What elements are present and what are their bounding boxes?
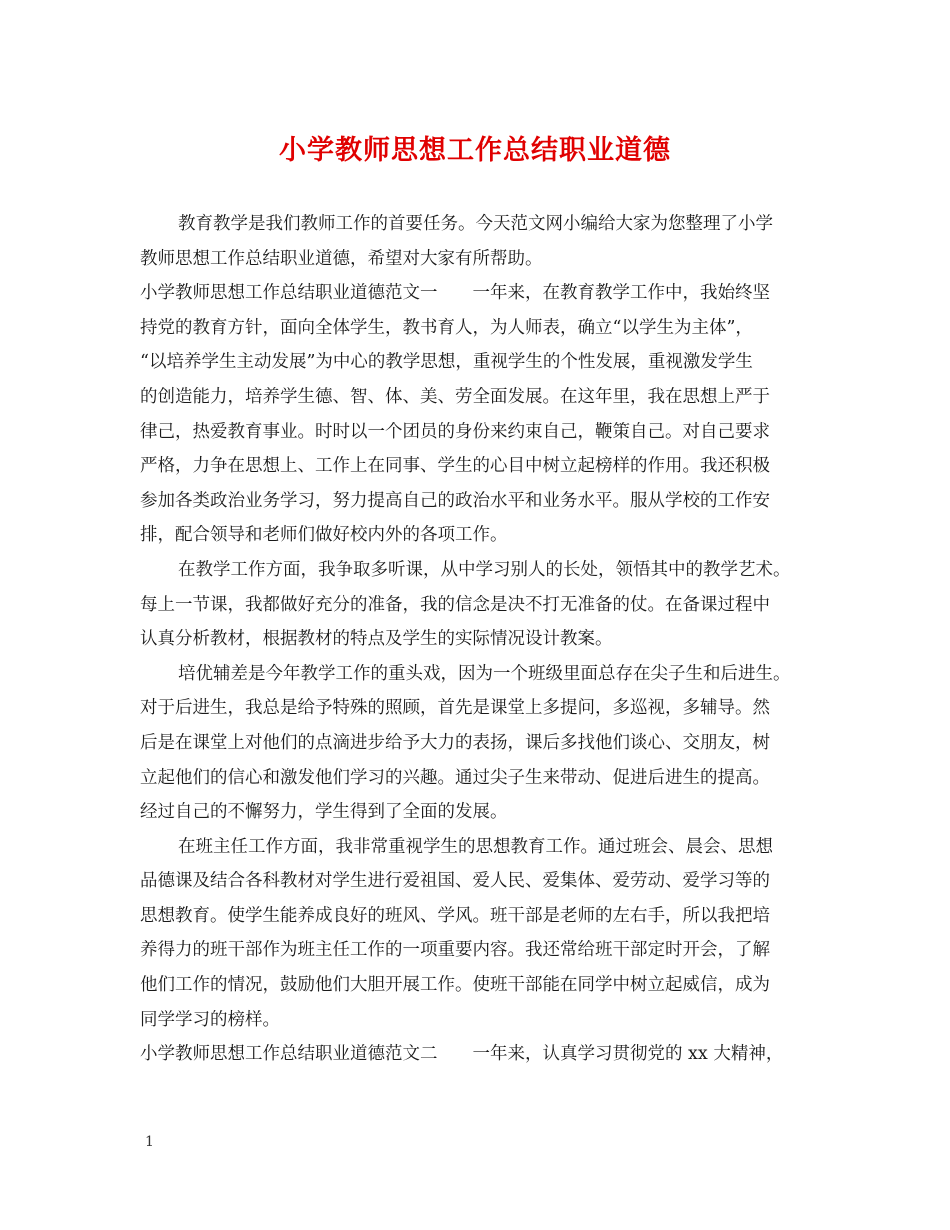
text-line: 他们工作的情况，鼓励他们大胆开展工作。使班干部能在同学中树立起威信，成为 bbox=[140, 975, 770, 996]
text-line: 小学教师思想工作总结职业道德范文一 一年来，在教育教学工作中，我始终坚 bbox=[140, 283, 770, 304]
text-line: 在教学工作方面，我争取多听课，从中学习别人的长处，领悟其中的教学艺术。 bbox=[178, 559, 791, 580]
text-line: 认真分析教材，根据教材的特点及学生的实际情况设计教案。 bbox=[140, 629, 613, 650]
text-line: 经过自己的不懈努力，学生得到了全面的发展。 bbox=[140, 802, 508, 823]
text-line: 教育教学是我们教师工作的首要任务。今天范文网小编给大家为您整理了小学 bbox=[178, 214, 773, 234]
page-number: 1 bbox=[145, 1134, 154, 1150]
text-line: 在班主任工作方面，我非常重视学生的思想教育工作。通过班会、晨会、思想 bbox=[178, 836, 773, 857]
text-line: 培优辅差是今年教学工作的重头戏，因为一个班级里面总存在尖子生和后进生。 bbox=[178, 663, 791, 684]
text-line: 持党的教育方针，面向全体学生，教书育人，为人师表，确立“以学生为主体”， bbox=[140, 317, 753, 338]
text-line: 律己，热爱教育事业。时时以一个团员的身份来约束自己，鞭策自己。对自己要求 bbox=[140, 421, 770, 442]
text-line: 立起他们的信心和激发他们学习的兴趣。通过尖子生来带动、促进后进生的提高。 bbox=[140, 767, 770, 788]
text-line: 养得力的班干部作为班主任工作的一项重要内容。我还常给班干部定时开会，了解 bbox=[140, 940, 770, 961]
text-line: 排，配合领导和老师们做好校内外的各项工作。 bbox=[140, 525, 508, 546]
text-line: 品德课及结合各科教材对学生进行爱祖国、爱人民、爱集体、爱劳动、爱学习等的 bbox=[140, 871, 770, 892]
text-line: 后是在课堂上对他们的点滴进步给予大力的表扬，课后多找他们谈心、交朋友，树 bbox=[140, 732, 770, 753]
document-body bbox=[140, 207, 825, 1072]
text-line: 每上一节课，我都做好充分的准备，我的信念是决不打无准备的仗。在备课过程中 bbox=[140, 594, 770, 615]
text-line: 参加各类政治业务学习，努力提高自己的政治水平和业务水平。服从学校的工作安 bbox=[140, 490, 770, 511]
text-line: 小学教师思想工作总结职业道德范文二 一年来，认真学习贯彻党的 xx 大精神， bbox=[140, 1044, 784, 1065]
text-line: 对于后进生，我总是给予特殊的照顾，首先是课堂上多提问，多巡视，多辅导。然 bbox=[140, 698, 770, 719]
text-line: 同学学习的榜样。 bbox=[140, 1009, 280, 1030]
text-line: “以培养学生主动发展”为中心的教学思想，重视学生的个性发展，重视激发学生 bbox=[140, 352, 753, 373]
text-line: 的创造能力，培养学生德、智、体、美、劳全面发展。在这年里，我在思想上严于 bbox=[140, 386, 770, 407]
text-line: 教师思想工作总结职业道德，希望对大家有所帮助。 bbox=[140, 248, 543, 269]
document-title: 小学教师思想工作总结职业道德 bbox=[279, 135, 671, 166]
text-line: 思想教育。使学生能养成良好的班风、学风。班干部是老师的左右手，所以我把培 bbox=[140, 905, 770, 926]
text-line: 严格，力争在思想上、工作上在同事、学生的心目中树立起榜样的作用。我还积极 bbox=[140, 456, 770, 477]
